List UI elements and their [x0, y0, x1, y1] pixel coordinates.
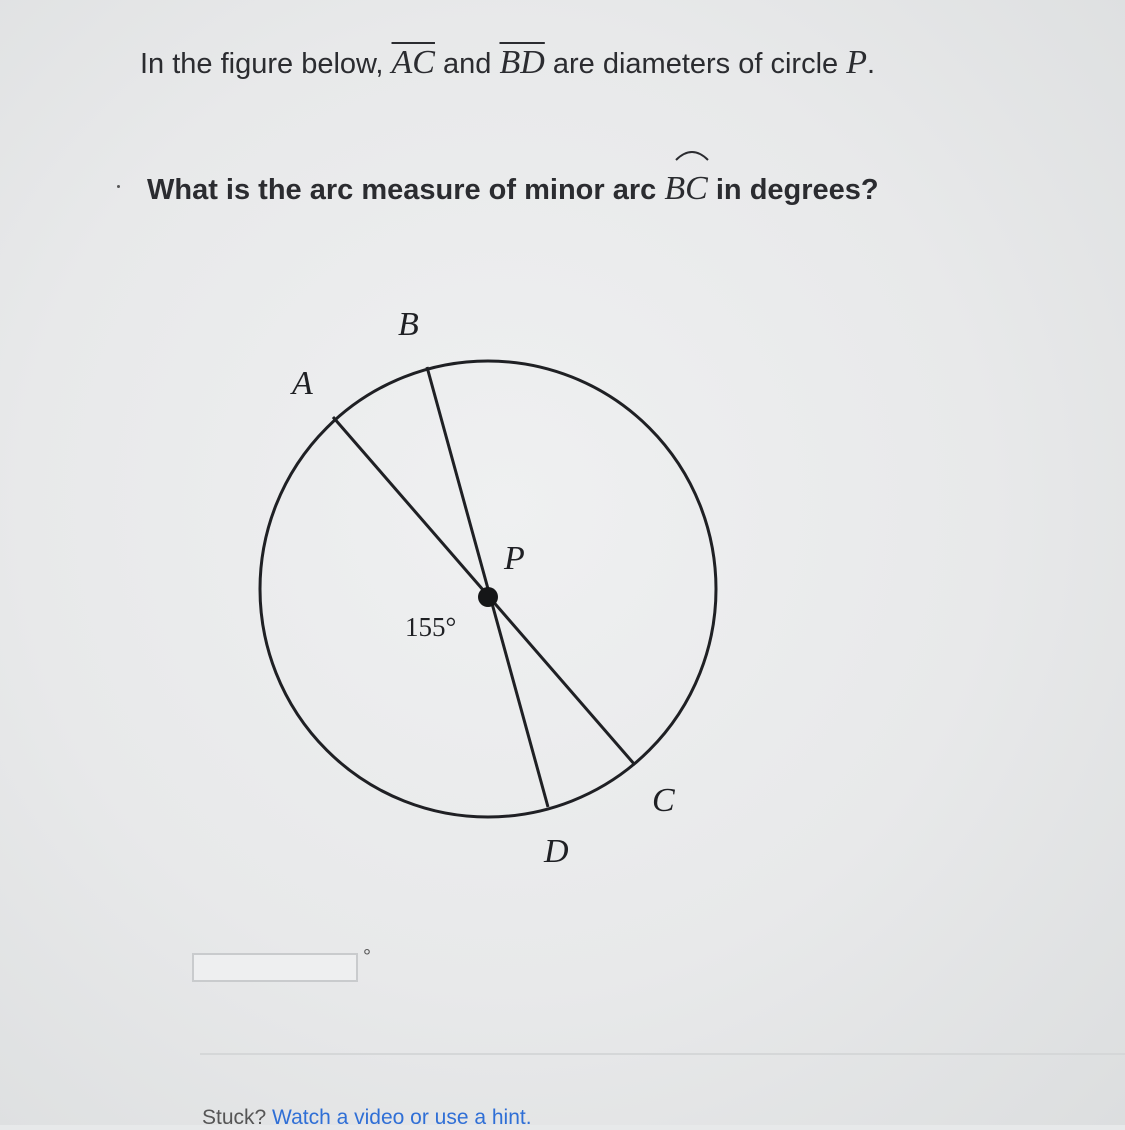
- label-p: P: [504, 540, 525, 577]
- diameter-bd: [427, 367, 548, 807]
- question-line2-suffix: in degrees?: [715, 174, 879, 206]
- label-c: C: [652, 782, 675, 819]
- answer-input[interactable]: [192, 953, 358, 982]
- label-b: B: [398, 306, 419, 343]
- center-point-p: [478, 587, 498, 607]
- angle-label: 155°: [405, 612, 457, 642]
- label-d: D: [544, 833, 569, 870]
- divider: [200, 1053, 1125, 1055]
- question-line2-prefix: What is the arc measure of minor arc: [147, 174, 657, 206]
- arc-name: BC: [664, 170, 708, 207]
- segment-ac: $\overline{AC}$: [391, 44, 435, 81]
- label-a: A: [292, 365, 313, 402]
- question-line1-prefix: In the figure below,: [140, 48, 384, 80]
- segment-bd: $\overline{BD}$: [499, 44, 545, 81]
- circle-name: P: [846, 44, 867, 81]
- question-line1-and: and: [443, 48, 492, 80]
- stuck-text: Stuck?: [202, 1106, 267, 1129]
- degree-unit: °: [363, 946, 371, 968]
- question-line1-end: .: [867, 48, 876, 80]
- help-footer: [202, 1106, 532, 1130]
- hint-link[interactable]: Watch a video or use a hint.: [272, 1106, 532, 1129]
- question-line1-suffix: are diameters of circle: [552, 48, 839, 80]
